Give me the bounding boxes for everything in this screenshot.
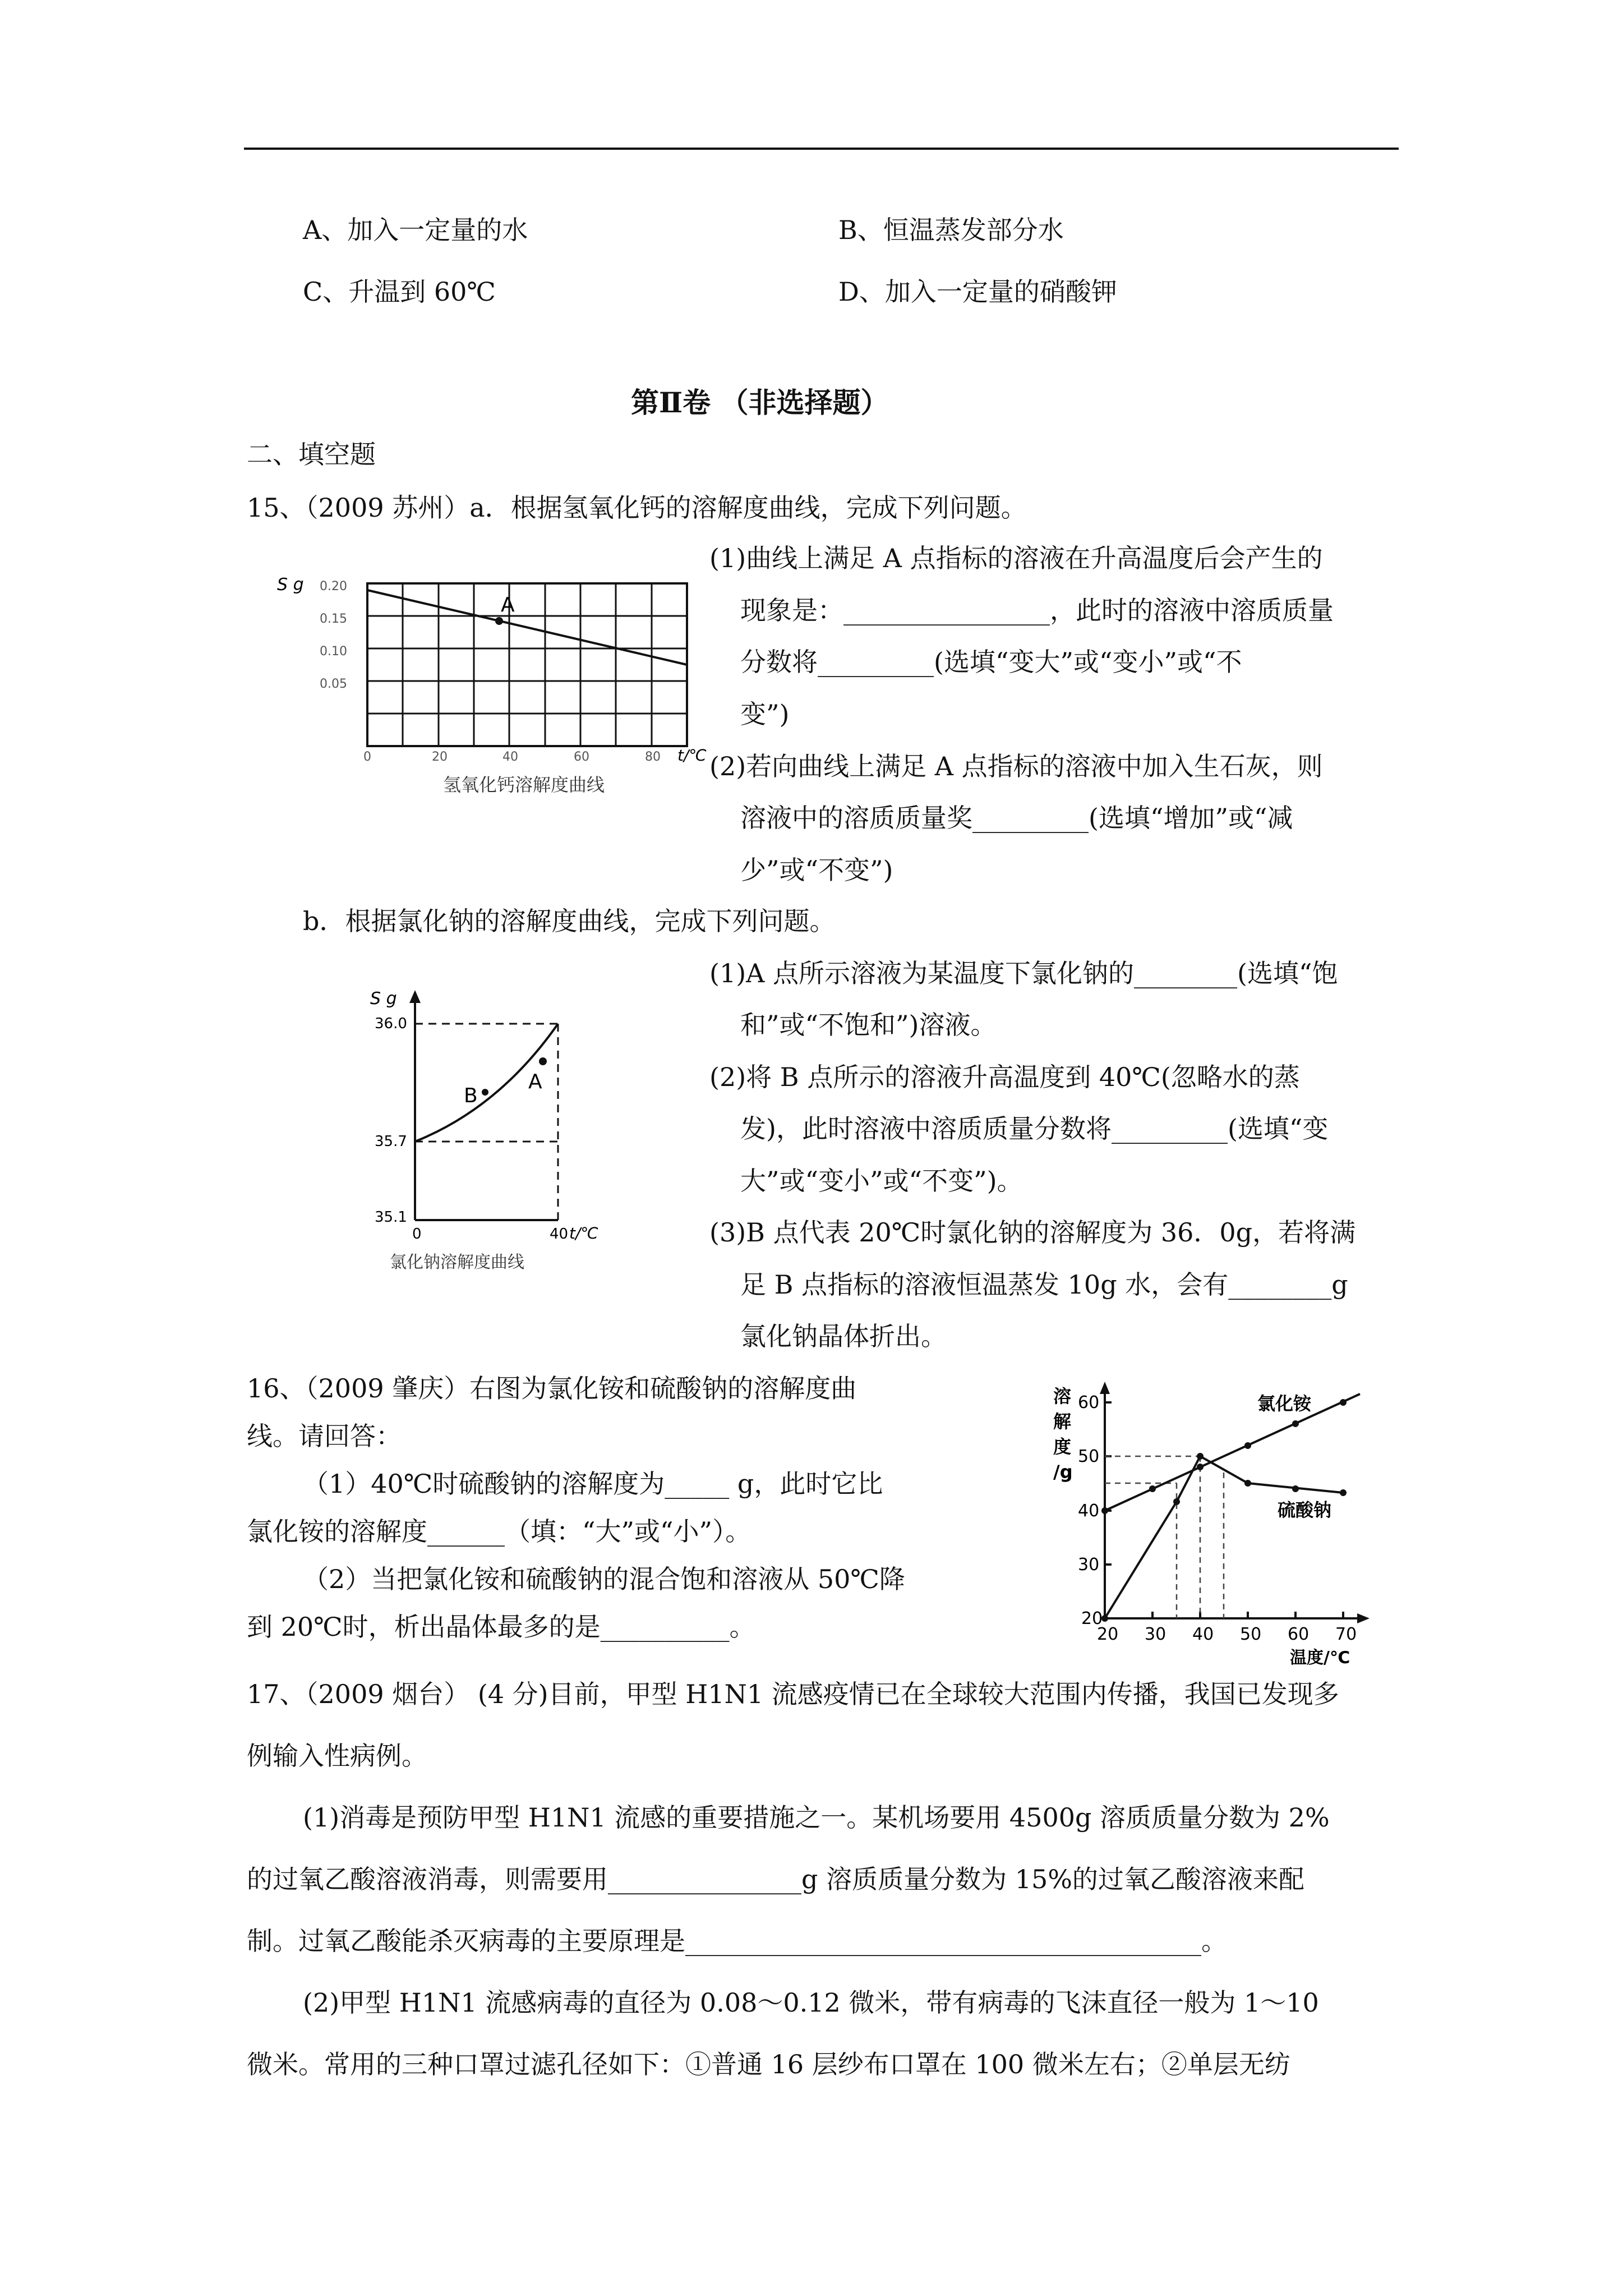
q16-line: 到 20℃时，析出晶体最多的是__________。 (247, 1612, 755, 1642)
y-tick: 36.0 (375, 1015, 407, 1032)
chart-caption: 氢氧化钙溶解度曲线 (443, 774, 605, 795)
y-tick: 20 (1081, 1609, 1103, 1628)
q17-line: 微米。常用的三种口罩过滤孔径如下：①普通 16 层纱布口罩在 100 微米左右；②单层无纺 (247, 2049, 1290, 2079)
x-tick: 60 (1288, 1625, 1310, 1644)
point-a-label: A (528, 1070, 542, 1093)
q15b-line: (3)B 点代表 20℃时氯化钠的溶解度为 36．0g，若将满 (709, 1217, 1356, 1248)
y-tick: 35.1 (375, 1209, 407, 1226)
q15a-line: (1)曲线上满足 A 点指标的溶液在升高温度后会产生的 (709, 543, 1323, 573)
q15a-line: 溶液中的溶质质量奖_________(选填“增加”或“减 (740, 803, 1293, 833)
x-tick: 60 (574, 750, 589, 764)
x-tick: 40 (550, 1226, 569, 1243)
y-tick: 35.7 (375, 1133, 407, 1150)
q15b-line: 大”或“变小”或“不变”)。 (740, 1166, 1023, 1196)
x-axis-unit: 温度/℃ (1290, 1648, 1350, 1668)
q15b-intro: b．根据氯化钠的溶解度曲线，完成下列问题。 (303, 906, 836, 936)
x-tick: 20 (432, 750, 448, 764)
q17-line: 的过氧乙酸溶液消毒，则需要用_______________g 溶质质量分数为 15%的过氧乙酸溶液来配 (247, 1864, 1304, 1894)
point-a-label: A (501, 593, 515, 616)
y-axis-label: 解 (1053, 1411, 1072, 1432)
option-c: C、升温到 60℃ (303, 277, 496, 307)
caoh2-solubility-chart (269, 567, 718, 808)
option-d: D、加入一定量的硝酸钾 (838, 277, 1117, 307)
y-tick: 0.20 (320, 579, 347, 593)
y-axis-label: S g (370, 989, 397, 1009)
nh4cl-na2so4-solubility-chart (1049, 1377, 1408, 1669)
q15b-line: 和”或“不饱和”)溶液。 (740, 1010, 997, 1040)
y-axis-label: 度 (1053, 1436, 1072, 1457)
q16-line: 16、（2009 肇庆）右图为氯化铵和硫酸钠的溶解度曲 (247, 1373, 857, 1404)
x-tick: 20 (1097, 1625, 1119, 1644)
x-axis-unit: t/℃ (677, 746, 707, 765)
q15a-line: 少”或“不变”) (740, 855, 893, 885)
y-tick: 0.05 (320, 677, 347, 691)
section-title: 二、填空题 (247, 439, 376, 470)
q17-line: (2)甲型 H1N1 流感病毒的直径为 0.08～0.12 微米，带有病毒的飞沫直径一般为 1～10 (303, 1987, 1319, 2018)
series-label-na2so4: 硫酸钠 (1278, 1499, 1332, 1521)
q17-line: 例输入性病例。 (247, 1741, 427, 1771)
q15a-line: 变”) (740, 699, 790, 729)
q15b-line: (2)将 B 点所示的溶液升高温度到 40℃(忽略水的蒸 (709, 1062, 1300, 1092)
option-a: A、加入一定量的水 (303, 215, 528, 245)
option-b: B、恒温蒸发部分水 (838, 215, 1064, 245)
y-tick: 50 (1078, 1447, 1100, 1466)
chart-caption: 氯化钠溶解度曲线 (390, 1253, 524, 1272)
q15a-line: (2)若向曲线上满足 A 点指标的溶液中加入生石灰，则 (709, 751, 1323, 781)
x-tick: 0 (412, 1226, 422, 1243)
q15b-line: 发)，此时溶液中溶质质量分数将_________(选填“变 (740, 1114, 1329, 1144)
y-tick: 40 (1078, 1501, 1100, 1521)
q17-line: 17、（2009 烟台） (4 分)目前，甲型 H1N1 流感疫情已在全球较大范围内传播，我国已发现多 (247, 1679, 1339, 1709)
point-b-label: B (464, 1084, 478, 1107)
q16-line: 线。请回答： (247, 1421, 402, 1451)
q15b-line: (1)A 点所示溶液为某温度下氯化钠的________(选填“饱 (709, 958, 1338, 988)
y-axis-label: 溶 (1053, 1386, 1072, 1407)
x-tick: 40 (1192, 1625, 1214, 1644)
nacl-solubility-chart (359, 987, 651, 1279)
x-tick: 30 (1145, 1625, 1166, 1644)
q15a-line: 现象是：________________，此时的溶液中溶质质量 (740, 595, 1334, 625)
q17-line: 制。过氧乙酸能杀灭病毒的主要原理是________________________________________。 (247, 1926, 1227, 1956)
y-axis-label: S g (277, 575, 304, 595)
x-tick: 0 (363, 750, 371, 764)
q15-intro: 15、（2009 苏州）a．根据氢氧化钙的溶解度曲线，完成下列问题。 (247, 493, 1027, 523)
q16-line: 氯化铵的溶解度______（填：“大”或“小”）。 (247, 1516, 751, 1547)
series-label-nh4cl: 氯化铵 (1257, 1393, 1312, 1414)
y-tick: 0.10 (320, 645, 347, 659)
y-tick: 30 (1078, 1555, 1100, 1575)
x-tick: 40 (502, 750, 518, 764)
q17-line: (1)消毒是预防甲型 H1N1 流感的重要措施之一。某机场要用 4500g 溶质质量分数为 2% (303, 1802, 1330, 1833)
header-rule (244, 148, 1399, 150)
y-tick: 0.15 (320, 612, 347, 626)
x-tick: 50 (1240, 1625, 1262, 1644)
part2-title: 第Ⅱ卷 （非选择题） (631, 386, 889, 419)
q15b-line: 氯化钠晶体折出。 (740, 1321, 947, 1351)
y-tick: 60 (1078, 1393, 1100, 1412)
x-tick: 70 (1335, 1625, 1357, 1644)
q16-line: （1）40℃时硫酸钠的溶解度为_____ g，此时它比 (303, 1469, 883, 1499)
q15b-line: 足 B 点指标的溶液恒温蒸发 10g 水，会有________g (740, 1269, 1348, 1300)
q15a-line: 分数将_________(选填“变大”或“变小”或“不 (740, 647, 1242, 677)
x-axis-unit: t/℃ (569, 1224, 598, 1243)
y-axis-label: /g (1053, 1461, 1073, 1483)
q16-line: （2）当把氯化铵和硫酸钠的混合饱和溶液从 50℃降 (303, 1564, 905, 1594)
x-tick: 80 (645, 750, 661, 764)
